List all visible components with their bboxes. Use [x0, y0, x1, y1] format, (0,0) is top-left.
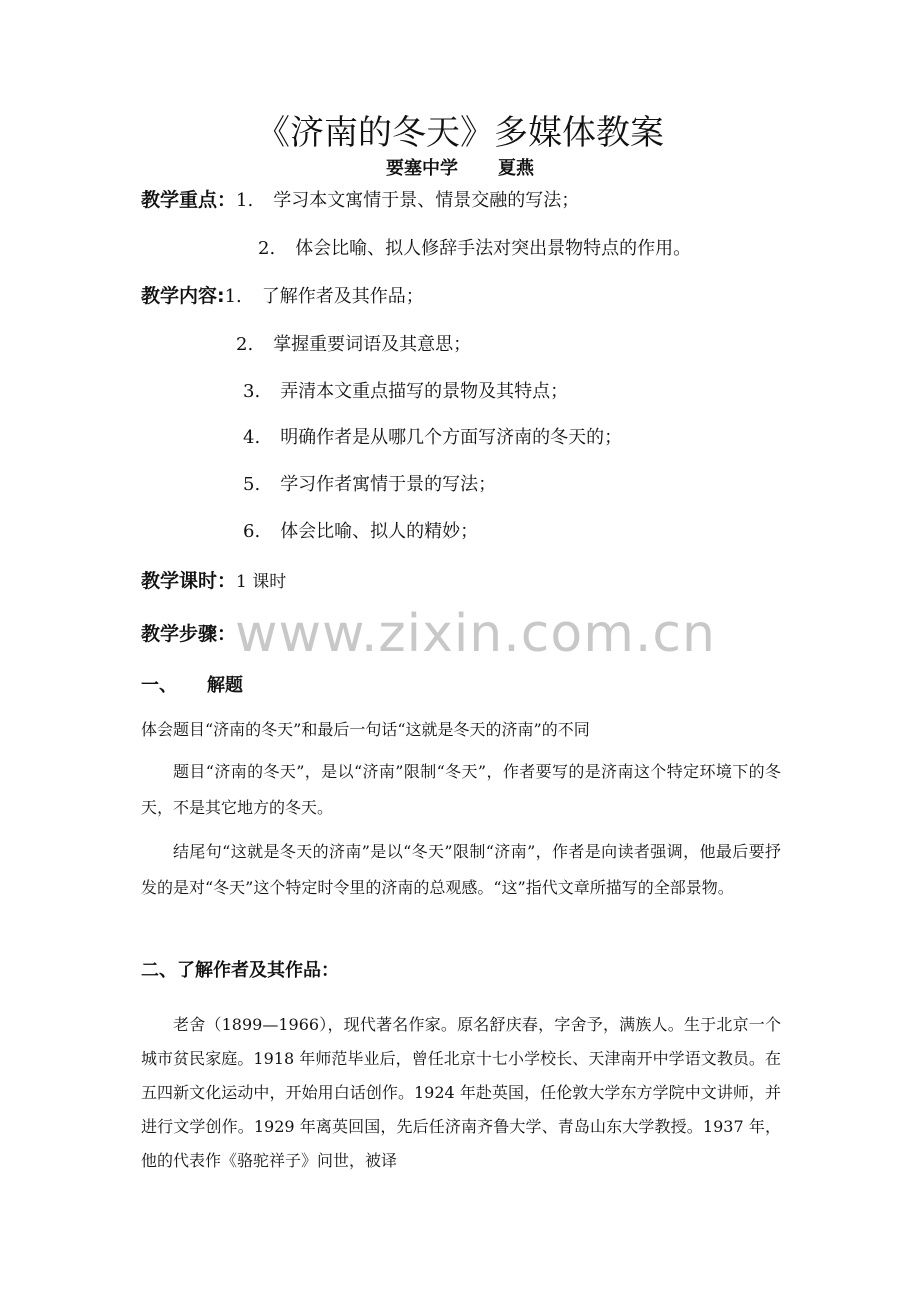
school-name: 要塞中学 [386, 158, 458, 179]
watermark: www.zixin.com.cn [235, 604, 716, 664]
section1-intro: 体会题目“济南的冬天”和最后一句话“这就是冬天的济南”的不同 [141, 720, 590, 739]
hours-label: 教学课时： [141, 570, 237, 592]
focus-item-1-text: 学习本文寓情于景、情景交融的写法； [273, 190, 580, 211]
content-label: 教学内容: [141, 285, 225, 307]
content-row-2 [236, 336, 471, 354]
focus-item-1-num: 1. [236, 190, 254, 211]
content-item-4-num: 4. [243, 427, 261, 448]
steps-label: 教学步骤： [141, 623, 237, 645]
content-item-2-num: 2. [236, 334, 254, 355]
content-item-6-num: 6. [243, 521, 261, 542]
content-item-1-text: 了解作者及其作品； [261, 286, 424, 307]
hours-value: 1 课时 [236, 572, 287, 592]
focus-item-2-text: 体会比喻、拟人修辞手法对突出景物特点的作用。 [295, 238, 692, 259]
focus-row-2 [258, 240, 691, 258]
focus-label: 教学重点： [141, 189, 237, 211]
content-row-6 [243, 523, 478, 541]
author-name: 夏燕 [498, 158, 534, 179]
section1-paragraph-1: 题目“济南的冬天”，是以“济南”限制“冬天”，作者要写的是济南这个特定环境下的冬天，不是其它地方的冬天。 [141, 762, 781, 817]
content-item-5-text: 学习作者寓情于景的写法； [280, 474, 497, 495]
content-row-5 [243, 476, 496, 494]
content-item-3-text: 弄清本文重点描写的景物及其特点； [280, 381, 569, 402]
hours-row [141, 572, 286, 591]
content-row-1 [141, 287, 424, 306]
content-item-4-text: 明确作者是从哪几个方面写济南的冬天的； [280, 427, 623, 448]
content-item-1-num: 1. [224, 286, 242, 307]
section2-paragraph-1: 老舍（1899—1966），现代著名作家。原名舒庆春，字舍予，满族人。生于北京一个城市贫民家庭。1918 年师范毕业后，曾任北京十七小学校长、天津南开中学语文教员。在五四新文化运动中，开始用白话创作。1924 年赴英国，任伦敦大学东方学院中文讲师，并进行文学创作。1929 年离英回国，先后任济南齐鲁大学、青岛山东大学教授。1937 年，他的代表作《骆驼祥子》问世，被译 [141, 1015, 781, 1170]
content-row-3 [243, 383, 568, 401]
content-item-3-num: 3. [243, 381, 261, 402]
section1-heading [141, 677, 243, 695]
section2-heading: 二、了解作者及其作品： [141, 960, 339, 981]
content-item-5-num: 5. [243, 474, 261, 495]
byline [0, 160, 920, 178]
focus-row-1 [141, 191, 579, 210]
focus-item-2-num: 2. [258, 238, 276, 259]
content-item-2-text: 掌握重要词语及其意思； [273, 334, 472, 355]
content-item-6-text: 体会比喻、拟人的精妙； [280, 521, 479, 542]
section1-paragraph-2: 结尾句“这就是冬天的济南”是以“冬天”限制“济南”，作者是向读者强调，他最后要抒发的是对“冬天”这个特定时令里的济南的总观感。“这”指代文章所描写的全部景物。 [141, 842, 781, 897]
section1-heading-num: 一、 [141, 675, 177, 696]
section1-heading-text: 解题 [207, 675, 243, 696]
document-title: 《济南的冬天》多媒体教案 [256, 113, 664, 153]
content-row-4 [243, 429, 622, 447]
